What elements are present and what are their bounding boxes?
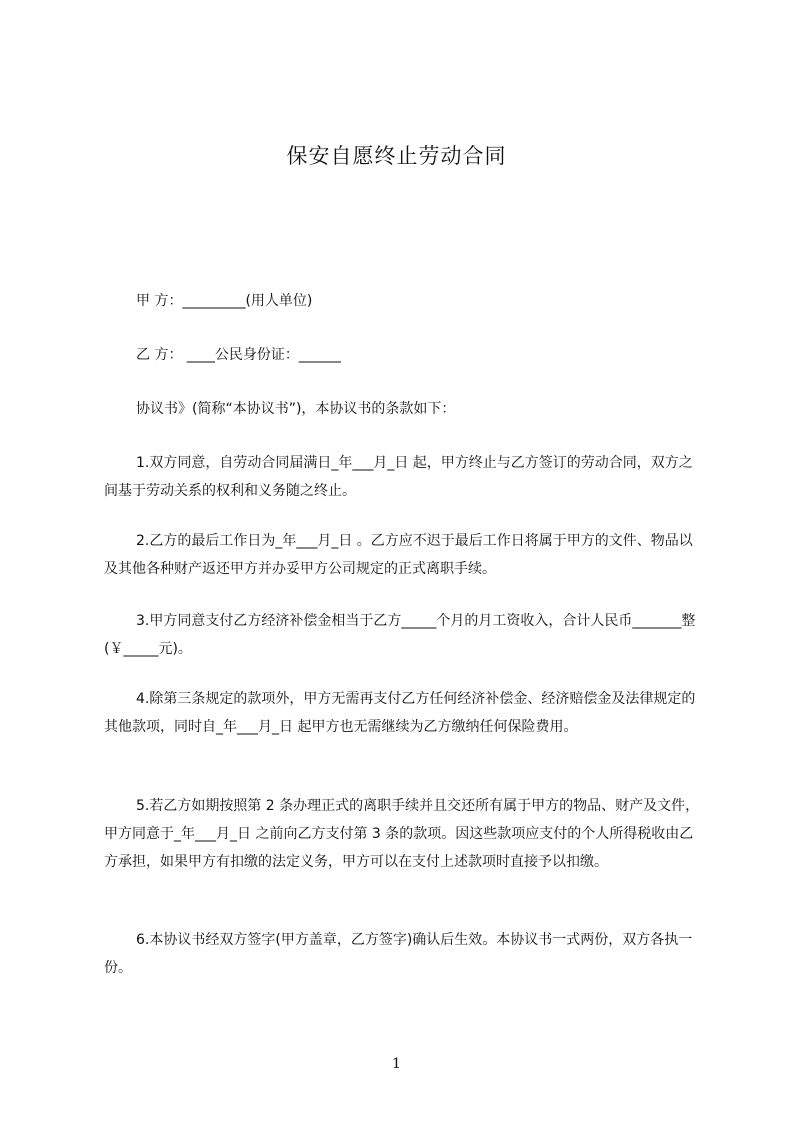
clause-5: 5.若乙方如期按照第 2 条办理正式的离职手续并且交还所有属于甲方的物品、财产及文件，甲方同意于_年___月_日 之前向乙方支付第 3 条的款项。因这些款项应支付的个人所得税收由乙方承担，如果甲方有扣缴的法定义务，甲方可以在支付上述款项时直接予以扣缴。 <box>104 798 700 870</box>
clause-3: 3.甲方同意支付乙方经济补偿金相当于乙方_____个月的月工资收入，合计人民币_______整(￥_____元)。 <box>104 613 696 657</box>
clause-1: 1.双方同意，自劳动合同届满日_年___月_日 起，甲方终止与乙方签订的劳动合同，双方之间基于劳动关系的权利和义务随之终止。 <box>104 455 693 499</box>
clause-2: 2.乙方的最后工作日为_年___月_日 。乙方应不迟于最后工作日将属于甲方的文件、物品以及其他各种财产返还甲方并办妥甲方公司规定的正式离职手续。 <box>104 533 693 577</box>
document-title: 保安自愿终止劳动合同 <box>286 144 507 168</box>
clause-6: 6.本协议书经双方签字(甲方盖章，乙方签字)确认后生效。本协议书一式两份，双方各执一份。 <box>104 932 693 976</box>
party-a-line: 甲 方：_________(用人单位) <box>136 293 313 309</box>
party-b-line: 乙 方： ____公民身份证：______ <box>136 347 341 363</box>
intro-line: 协议书》(简称“本协议书”)，本协议书的条款如下： <box>136 401 456 417</box>
page-number: 1 <box>392 1056 401 1072</box>
clause-4: 4.除第三条规定的款项外，甲方无需再支付乙方任何经济补偿金、经济赔偿金及法律规定的其他款项，同时自_年___月_日 起甲方也无需继续为乙方缴纳任何保险费用。 <box>104 691 696 735</box>
